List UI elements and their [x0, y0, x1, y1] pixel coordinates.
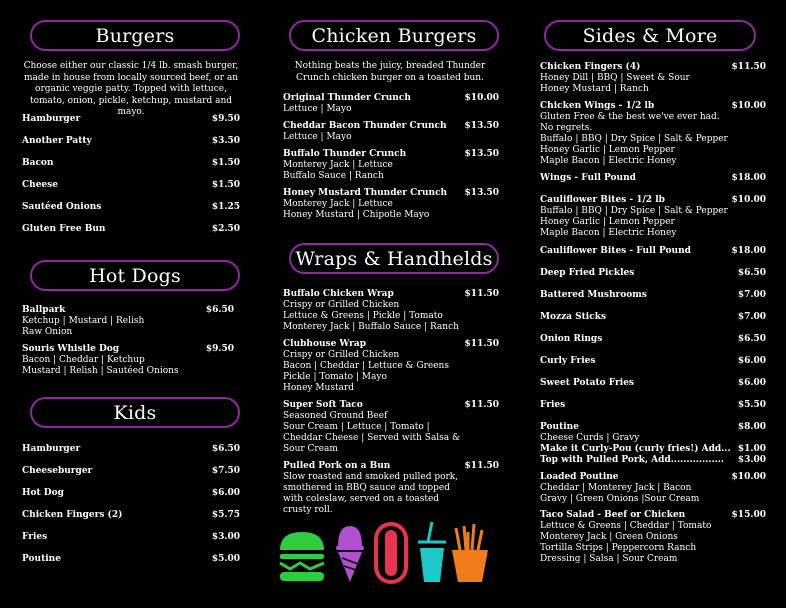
- addon-price: $3.00: [737, 455, 766, 465]
- item-description: Honey Mustard | Chipotle Mayo: [283, 210, 430, 220]
- menu-item: [22, 224, 240, 235]
- item-price: $18.00: [731, 246, 766, 256]
- item-name: Mozza Sticks: [540, 312, 607, 322]
- section-header-kids: Kids: [30, 397, 240, 428]
- item-name: Gluten Free Bun: [22, 224, 106, 234]
- item-name: Poutine: [22, 554, 61, 564]
- item-price: $7.00: [737, 290, 766, 300]
- menu-item: [540, 422, 766, 466]
- item-price: $6.50: [205, 305, 234, 315]
- item-name: Onion Rings: [540, 334, 603, 344]
- item-price: $10.00: [464, 93, 499, 103]
- item-price: $3.00: [211, 532, 240, 542]
- item-description: Cheddar Cheese | Served with Salsa &: [283, 433, 461, 443]
- menu-item: [22, 114, 240, 125]
- item-name: Cauliflower Bites - 1/2 lb: [540, 195, 665, 205]
- menu-item: [540, 173, 766, 184]
- item-description: Monterey Jack | Green Onions: [540, 532, 678, 542]
- item-description: Monterey Jack | Buffalo Sauce | Ranch: [283, 322, 459, 332]
- item-description: Pickle | Tomato | Mayo: [283, 372, 387, 382]
- item-name: Chicken Fingers (4): [540, 62, 641, 72]
- menu-item: [540, 356, 766, 367]
- item-price: $1.50: [211, 180, 240, 190]
- item-name: Hamburger: [22, 444, 81, 454]
- item-name: Cauliflower Bites - Full Pound: [540, 246, 691, 256]
- menu-item: [22, 488, 240, 499]
- item-description: Lettuce | Mayo: [283, 132, 352, 142]
- menu-item: [283, 93, 499, 115]
- item-name: Pulled Pork on a Bun: [283, 461, 391, 471]
- item-price: $6.50: [737, 268, 766, 278]
- menu-item: [283, 121, 499, 143]
- burger-icon: [280, 532, 324, 581]
- item-price: $15.00: [731, 510, 766, 520]
- item-price: $10.00: [731, 195, 766, 205]
- item-price: $11.50: [464, 339, 499, 349]
- item-name: Poutine: [540, 422, 579, 432]
- item-price: $11.50: [464, 400, 499, 410]
- item-price: $5.75: [211, 510, 240, 520]
- menu-item: [22, 532, 240, 543]
- item-description: Crispy or Grilled Chicken: [283, 350, 400, 360]
- menu-item: [283, 149, 499, 182]
- item-name: Cheeseburger: [22, 466, 93, 476]
- menu-item: [283, 461, 499, 516]
- menu-item: [540, 195, 766, 239]
- item-name: Curly Fries: [540, 356, 596, 366]
- section-header-chicken-burgers: Chicken Burgers: [289, 20, 499, 51]
- item-description: with coleslaw, served on a toasted: [283, 494, 440, 504]
- item-name: Sweet Potato Fries: [540, 378, 634, 388]
- item-name: Battered Mushrooms: [540, 290, 647, 300]
- menu-item: [22, 305, 234, 338]
- addon-price: $1.00: [737, 444, 766, 454]
- menu-item: [22, 466, 240, 477]
- item-name: Chicken Fingers (2): [22, 510, 123, 520]
- item-name: Super Soft Taco: [283, 400, 363, 410]
- item-description: Lettuce & Greens | Cheddar | Tomato: [540, 521, 712, 531]
- item-name: Deep Fried Pickles: [540, 268, 635, 278]
- menu-item: [540, 290, 766, 301]
- menu-item: [22, 444, 240, 455]
- menu-item: [540, 472, 766, 505]
- menu-item: [283, 400, 499, 455]
- item-description: Lettuce | Mayo: [283, 104, 352, 114]
- item-description: Sour Cream: [283, 444, 338, 454]
- item-description: No regrets.: [540, 123, 593, 133]
- item-description: Gluten Free & the best we've ever had.: [540, 112, 720, 122]
- item-description: Dressing | Salsa | Sour Cream: [540, 554, 678, 564]
- item-description: Maple Bacon | Electric Honey: [540, 156, 677, 166]
- item-description: Maple Bacon | Electric Honey: [540, 228, 677, 238]
- item-name: Souris Whistle Dog: [22, 344, 120, 354]
- menu-item: [540, 400, 766, 411]
- item-price: $1.50: [211, 158, 240, 168]
- item-description: Honey Mustard: [283, 383, 355, 393]
- item-description: Seasoned Ground Beef: [283, 411, 388, 421]
- item-name: Cheddar Bacon Thunder Crunch: [283, 121, 447, 131]
- item-price: $6.50: [737, 334, 766, 344]
- item-description: Monterey Jack | Lettuce: [283, 160, 393, 170]
- item-name: Sautéed Onions: [22, 202, 102, 212]
- item-description: Sour Cream | Lettuce | Tomato |: [283, 422, 430, 432]
- item-description: Mustard | Relish | Sautéed Onions: [22, 366, 179, 376]
- fries-icon: [452, 524, 488, 582]
- item-name: Loaded Poutine: [540, 472, 619, 482]
- item-description: Cheddar | Monterey Jack | Bacon: [540, 483, 692, 493]
- item-price: $10.00: [731, 101, 766, 111]
- item-description: Honey Mustard | Ranch: [540, 84, 649, 94]
- menu-item: [540, 510, 766, 565]
- item-name: Fries: [22, 532, 48, 542]
- item-description: Bacon | Cheddar | Lettuce & Greens: [283, 361, 449, 371]
- item-price: $5.50: [737, 400, 766, 410]
- addon-label: Top with Pulled Pork, Add.................: [540, 455, 725, 465]
- section-header-hot-dogs: Hot Dogs: [30, 260, 240, 291]
- item-description: Cheese Curds | Gravy: [540, 433, 640, 443]
- item-name: Buffalo Thunder Crunch: [283, 149, 407, 159]
- item-name: Taco Salad - Beef or Chicken: [540, 510, 686, 520]
- ice-cream-icon: [336, 526, 364, 582]
- item-name: Hot Dog: [22, 488, 64, 498]
- menu-item: [22, 136, 240, 147]
- item-price: $8.00: [737, 422, 766, 432]
- item-name: Original Thunder Crunch: [283, 93, 411, 103]
- item-price: $3.50: [211, 136, 240, 146]
- item-price: $6.50: [211, 444, 240, 454]
- menu-item: [540, 312, 766, 323]
- menu-item: [283, 289, 499, 333]
- item-name: Hamburger: [22, 114, 81, 124]
- item-price: $1.25: [211, 202, 240, 212]
- menu-item: [540, 246, 766, 257]
- item-price: $9.50: [211, 114, 240, 124]
- menu-item: [540, 62, 766, 95]
- item-price: $7.50: [211, 466, 240, 476]
- food-icons: [278, 520, 490, 586]
- item-description: Gravy | Green Onions |Sour Cream: [540, 494, 700, 504]
- menu-item: [540, 101, 766, 167]
- menu-item: [22, 510, 240, 521]
- item-price: $11.50: [464, 289, 499, 299]
- item-description: Raw Onion: [22, 327, 73, 337]
- menu-item: [283, 188, 499, 221]
- menu-item: [540, 334, 766, 345]
- item-price: $5.00: [211, 554, 240, 564]
- burgers-intro: Choose either our classic 1/4 lb. smash burger, made in house from locally sourced beef, or an organic veggie patty. Topped with lettuce, tomato, onion, pickle, ketchup, mustard and mayo.: [23, 61, 239, 117]
- item-description: Lettuce & Greens | Pickle | Tomato: [283, 311, 443, 321]
- item-price: $7.00: [737, 312, 766, 322]
- menu-item: [283, 339, 499, 394]
- item-price: $13.50: [464, 149, 499, 159]
- menu-item: [540, 268, 766, 279]
- item-description: smothered in BBQ sauce and topped: [283, 483, 451, 493]
- item-price: $6.00: [737, 356, 766, 366]
- item-name: Fries: [540, 400, 566, 410]
- section-header-burgers: Burgers: [30, 20, 240, 51]
- item-name: Bacon: [22, 158, 54, 168]
- item-description: Buffalo | BBQ | Dry Spice | Salt & Pepper: [540, 134, 728, 144]
- section-header-sides: Sides & More: [544, 20, 756, 51]
- item-price: $6.00: [211, 488, 240, 498]
- item-description: Tortilla Strips | Peppercorn Ranch: [540, 543, 697, 553]
- item-description: Honey Dill | BBQ | Sweet & Sour: [540, 73, 690, 83]
- item-description: Bacon | Cheddar | Ketchup: [22, 355, 145, 365]
- menu-item: [22, 554, 240, 565]
- item-name: Clubhouse Wrap: [283, 339, 367, 349]
- hot-dog-icon: [376, 524, 406, 582]
- item-description: crusty roll.: [283, 505, 333, 515]
- menu-item: [540, 378, 766, 389]
- menu-item: [22, 202, 240, 213]
- item-price: $10.00: [731, 472, 766, 482]
- item-price: $11.50: [731, 62, 766, 72]
- item-description: Ketchup | Mustard | Relish: [22, 316, 145, 326]
- menu-item: [22, 180, 240, 191]
- menu-item: [22, 158, 240, 169]
- item-price: $6.00: [737, 378, 766, 388]
- item-name: Ballpark: [22, 305, 66, 315]
- item-price: $13.50: [464, 188, 499, 198]
- drink-icon: [418, 522, 446, 582]
- item-name: Buffalo Chicken Wrap: [283, 289, 394, 299]
- section-header-wraps: Wraps & Handhelds: [289, 243, 499, 274]
- menu-item: [22, 344, 234, 377]
- item-description: Monterey Jack | Lettuce: [283, 199, 393, 209]
- item-description: Buffalo Sauce | Ranch: [283, 171, 384, 181]
- item-description: Honey Garlic | Lemon Pepper: [540, 145, 675, 155]
- item-description: Buffalo | BBQ | Dry Spice | Salt & Pepper: [540, 206, 728, 216]
- item-price: $9.50: [205, 344, 234, 354]
- item-name: Cheese: [22, 180, 58, 190]
- item-price: $18.00: [731, 173, 766, 183]
- item-description: Slow roasted and smoked pulled pork,: [283, 472, 459, 482]
- item-name: Honey Mustard Thunder Crunch: [283, 188, 448, 198]
- item-name: Another Patty: [22, 136, 92, 146]
- item-price: $11.50: [464, 461, 499, 471]
- item-name: Chicken Wings - 1/2 lb: [540, 101, 655, 111]
- chicken-burgers-intro: Nothing beats the juicy, breaded Thunder Crunch chicken burger on a toasted bun.: [294, 61, 486, 83]
- addon-label: Make it Curly-Pou (curly fries!) Add...: [540, 444, 731, 454]
- item-price: $2.50: [211, 224, 240, 234]
- item-description: Crispy or Grilled Chicken: [283, 300, 400, 310]
- item-description: Honey Garlic | Lemon Pepper: [540, 217, 675, 227]
- item-price: $13.50: [464, 121, 499, 131]
- item-name: Wings - Full Pound: [540, 173, 636, 183]
